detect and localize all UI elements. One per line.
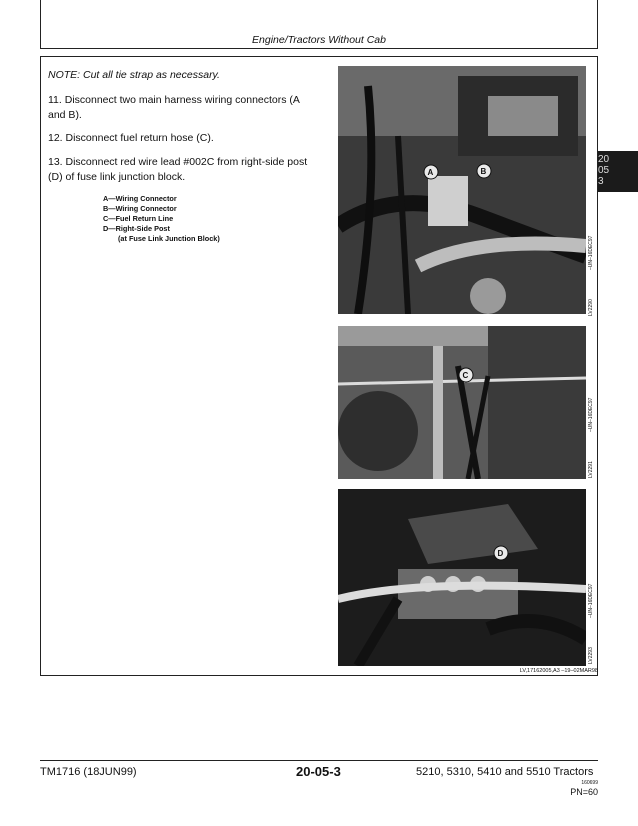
photo-2-code: LV2291 [588,461,594,478]
legend-item: (at Fuse Link Junction Block) [118,234,220,243]
photo-fuel-return-line [338,326,586,479]
photo-fuse-link-junction-block [338,489,586,666]
photo-3-date-code: –UN–16DEC97 [588,583,594,618]
footer-rule [40,760,598,761]
svg-text:D: D [497,549,504,558]
footer-manual: TM1716 (18JUN99) [40,766,137,778]
page-header-title: Engine/Tractors Without Cab [252,34,386,46]
photo-3-code: LV2293 [588,647,594,664]
step-11-text: 11. Disconnect two main harness wiring connectors (A and B). [48,94,300,121]
svg-text:A: A [427,168,434,177]
callout-legend [103,194,220,244]
callout-b [477,164,491,178]
photo-1-date-code: –UN–16DEC97 [588,235,594,270]
legend-item: B—Wiring Connector [103,204,177,213]
svg-text:B: B [480,167,487,176]
header-rule-bottom [40,48,598,49]
legend-item: D—Right-Side Post [103,224,170,233]
callout-d [494,546,508,560]
footer-models: 5210, 5310, 5410 and 5510 Tractors [416,766,594,778]
callout-a [424,165,438,179]
footer-small-code: 160699 [581,780,598,786]
footer-page-number: 20-05-3 [296,764,341,779]
step-13-text: 13. Disconnect red wire lead #002C from right-side post (D) of fuse link junction block. [48,156,308,183]
photo-1-code: LV2290 [588,299,594,316]
legend-item: A—Wiring Connector [103,194,177,203]
legend-item: C—Fuel Return Line [103,214,174,223]
section-tab-line: 20 [598,154,610,165]
note-text: NOTE: Cut all tie strap as necessary. [48,69,220,81]
figure-code: LV,17162005,A3 –19–02MAR98 [519,668,598,674]
svg-text:C: C [462,371,469,380]
section-tab-line: 3 [598,176,604,187]
section-tab-line: 05 [598,165,610,176]
callout-c [459,368,473,382]
step-12-text: 12. Disconnect fuel return hose (C). [48,132,214,144]
photo-2-date-code: –UN–16DEC97 [588,397,594,432]
section-tab [598,151,638,192]
photo-wiring-connectors [338,66,586,314]
footer-pn: PN=60 [570,787,598,797]
